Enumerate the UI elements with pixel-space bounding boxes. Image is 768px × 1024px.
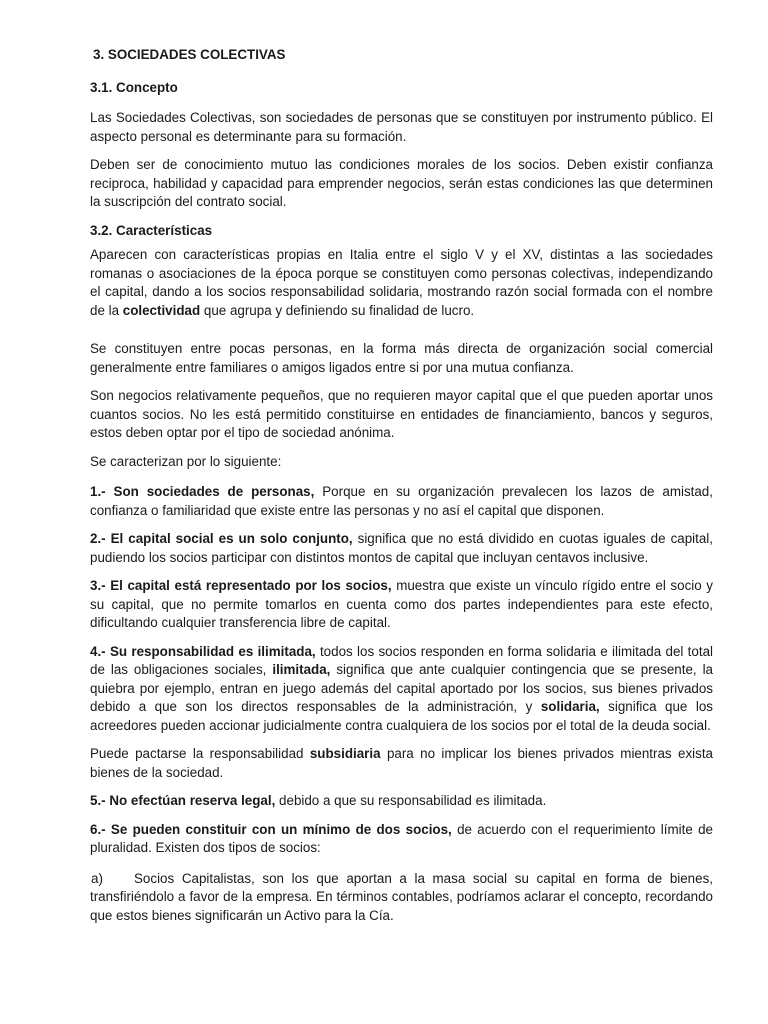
caracteristicas-paragraph-2: Se constituyen entre pocas personas, en la forma más directa de organización social comercial generalmente entre familiares o amigos ligados entre si por una mutua confianza. [90,341,713,375]
caracteristicas-intro: Se caracterizan por lo siguiente: [90,453,282,469]
concepto-paragraph-1: Las Sociedades Colectivas, son sociedades de personas que se constituyen por instrumento público. El aspecto personal es determinante para su formación. [90,110,713,144]
list-item-title: 3.- El capital está representado por los socios, [90,578,392,593]
list-item-text: todos los socios responden en forma solidaria e ilimitada del total de las obligaciones sociales, [90,643,713,677]
list-item-1 [90,483,713,520]
sub-item-text: Socios Capitalistas, son los que aportan a la masa social su capital en forma de bienes, transfiriéndolo a favor de la empresa. En términos contables, podríamos aclarar el concepto, recordando que estos bienes significarán un Activo para la Cía. [90,870,713,923]
caracteristicas-paragraph-3: Son negocios relativamente pequeños, que no requieren mayor capital que el que pueden aportar unos cuantos socios. No les está permitido constituirse en entidades de financiamiento, bancos y seguros, estos deben optar por el tipo de sociedad anónima. [90,388,713,440]
list-item-5 [90,792,713,811]
bold-term: subsidiaria [309,746,381,761]
list-item-title: 6.- Se pueden constituir con un mínimo de dos socios, [90,821,452,837]
list-item-text: de acuerdo con el requerimiento límite de pluralidad. Existen dos tipos de socios: [90,821,713,855]
list-item-6 [90,821,713,858]
bold-term: ilimitada, [272,662,331,677]
document-title: 3. SOCIEDADES COLECTIVAS [93,47,286,62]
document-page [90,46,713,925]
text-run: Aparecen con características propias en Italia entre el siglo V y el XV, distintas a las sociedades romanas o asociaciones de la época porque se constituyen como personas colectivas, independizando el capital, dando a los socios responsabilidad solidaria, mostrando razón social formada con el nombre de la [90,247,713,318]
list-item-text: Porque en su organización prevalecen los lazos de amistad, confianza o familiaridad que existe entre las personas y no así el capital que disponen. [90,484,713,518]
list-item-title: 1.- Son sociedades de personas, [90,484,315,499]
subsidiaria-paragraph [90,745,713,782]
text-run: para no implicar los bienes privados mientras exista bienes de la sociedad. [90,746,713,780]
list-item-text: debido a que su responsabilidad es ilimitada. [275,793,547,808]
text-run: Puede pactarse la responsabilidad [90,746,310,761]
list-item-4 [90,643,713,736]
list-item-text: significa que no está dividido en cuotas iguales de capital, pudiendo los socios participar con distintos montos de capital que incluyan centavos inclusive. [90,531,714,565]
bold-term: colectividad [122,302,201,318]
caracteristicas-paragraph-1 [90,246,713,320]
concepto-paragraph-2: Deben ser de conocimiento mutuo las condiciones morales de los socios. Deben existir confianza reciproca, habilidad y capacidad para emprender negocios, serán estas condiciones las que determinen la suscripción del contrato social. [90,157,713,209]
list-item-text: muestra que existe un vínculo rígido entre el socio y su capital, que no permite tomarlos en cuenta como dos partes independientes para este efecto, dificultando cualquier transferencia libre de capital. [90,578,713,630]
list-item-title: 4.- Su responsabilidad es ilimitada, [90,643,316,659]
text-run: que agrupa y definiendo su finalidad de lucro. [200,302,475,318]
section-heading-caracteristicas: 3.2. Características [90,222,213,238]
list-item-2 [90,530,713,567]
list-item-title: 5.- No efectúan reserva legal, [90,793,276,808]
list-item-text: significa que los acreedores pueden accionar judicialmente contra cualquiera de los socios por el total de la deuda social. [90,699,714,733]
section-heading-concepto: 3.1. Concepto [90,79,178,95]
sub-item-label: a) [91,870,103,886]
list-item-text: significa que ante cualquier contingencia que se presente, la quiebra por ejemplo, entran en juego además del capital aportado por los socios, sus bienes privados debido a que son los directos responsables de la administración, y [90,662,713,714]
sub-item-a [90,870,713,926]
list-item-3 [90,577,713,633]
list-item-title: 2.- El capital social es un solo conjunto, [90,531,353,546]
bold-term: solidaria, [540,699,600,714]
